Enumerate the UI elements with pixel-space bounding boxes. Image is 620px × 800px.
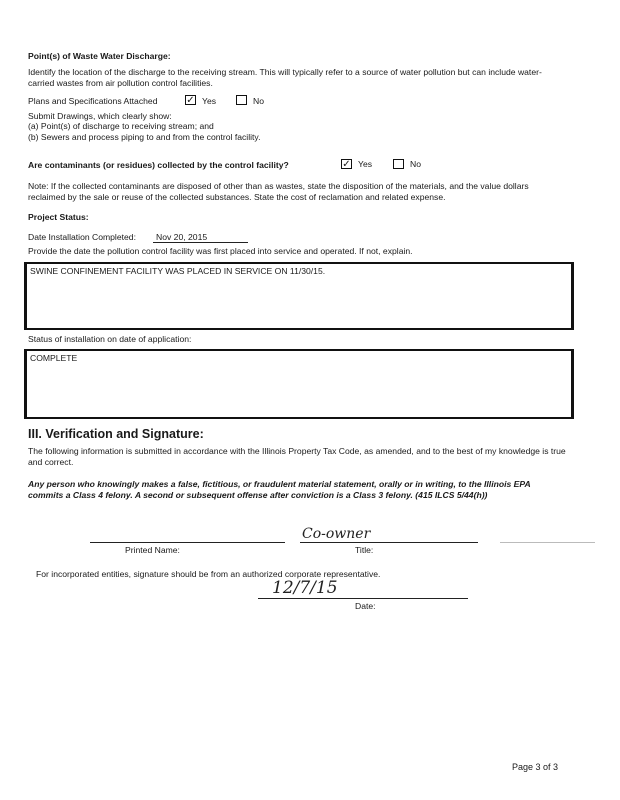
date-handwritten-value: 12/7/15 — [272, 578, 338, 598]
project-status-heading: Project Status: — [28, 212, 89, 222]
status-label: Status of installation on date of application: — [28, 334, 192, 344]
plans-label: Plans and Specifications Attached — [28, 96, 158, 106]
discharge-description: Identify the location of the discharge to the receiving stream. This will typically refer to a source of water pollution but can include water-carried wastes from air pollution control facilities. — [28, 67, 542, 88]
title-handwritten-value: Co-owner — [302, 526, 371, 542]
verification-warning: Any person who knowingly makes a false, fictitious, or fraudulent material statement, orally or in writing, to the Illinois EPA commits a Class 4 felony. A second or subsequent offense after conviction is a Class 3 felony. (415 ILCS 5/44(h)) — [28, 479, 531, 500]
printed-name-label: Printed Name: — [125, 545, 180, 555]
service-answer-box[interactable] — [24, 262, 574, 330]
contaminants-note: Note: If the collected contaminants are disposed of other than as wastes, state the disposition of the materials, and the value dollars reclaimed by the sale or reuse of the collected substances. State the cost of reclamation and related expense. — [28, 181, 529, 202]
contaminants-question: Are contaminants (or residues) collected by the control facility? — [28, 160, 289, 170]
plans-yes-label: Yes — [202, 96, 217, 106]
title-label: Title: — [355, 545, 374, 555]
service-answer-text: SWINE CONFINEMENT FACILITY WAS PLACED IN SERVICE ON 11/30/15. — [30, 266, 326, 276]
submit-intro: Submit Drawings, which clearly show: — [28, 111, 172, 121]
contaminants-no-label: No — [410, 159, 421, 169]
plans-yes-checkbox[interactable]: ✓ — [186, 95, 195, 106]
verification-statement: The following information is submitted in accordance with the Illinois Property Tax Code, as amended, and to the best of my knowledge is true and correct. — [28, 446, 566, 467]
title-line-extension — [500, 542, 595, 543]
date-signature-label: Date: — [355, 601, 376, 611]
date-signature-line[interactable] — [258, 598, 468, 599]
submit-item-a: (a) Point(s) of discharge to receiving stream; and — [28, 121, 214, 131]
discharge-heading: Point(s) of Waste Water Discharge: — [28, 51, 171, 61]
date-installation-value[interactable]: Nov 20, 2015 — [156, 232, 208, 242]
title-line[interactable] — [300, 542, 478, 543]
page-number: Page 3 of 3 — [512, 762, 559, 772]
date-installation-underline — [153, 242, 248, 243]
status-answer-text: COMPLETE — [30, 353, 78, 363]
corporate-note: For incorporated entities, signature should be from an authorized corporate representative. — [36, 569, 381, 579]
plans-no-label: No — [253, 96, 264, 106]
service-provide-label: Provide the date the pollution control facility was first placed into service and operated. If not, explain. — [28, 246, 413, 256]
date-installation-label: Date Installation Completed: — [28, 232, 136, 242]
contaminants-no-checkbox[interactable] — [393, 159, 404, 169]
contaminants-yes-checkbox[interactable]: ✓ — [342, 159, 351, 170]
verification-heading: III. Verification and Signature: — [28, 427, 204, 441]
plans-no-checkbox[interactable] — [236, 95, 247, 105]
status-answer-box[interactable] — [24, 349, 574, 419]
printed-name-line[interactable] — [90, 542, 285, 543]
contaminants-yes-label: Yes — [358, 159, 373, 169]
submit-item-b: (b) Sewers and process piping to and from the control facility. — [28, 132, 261, 142]
